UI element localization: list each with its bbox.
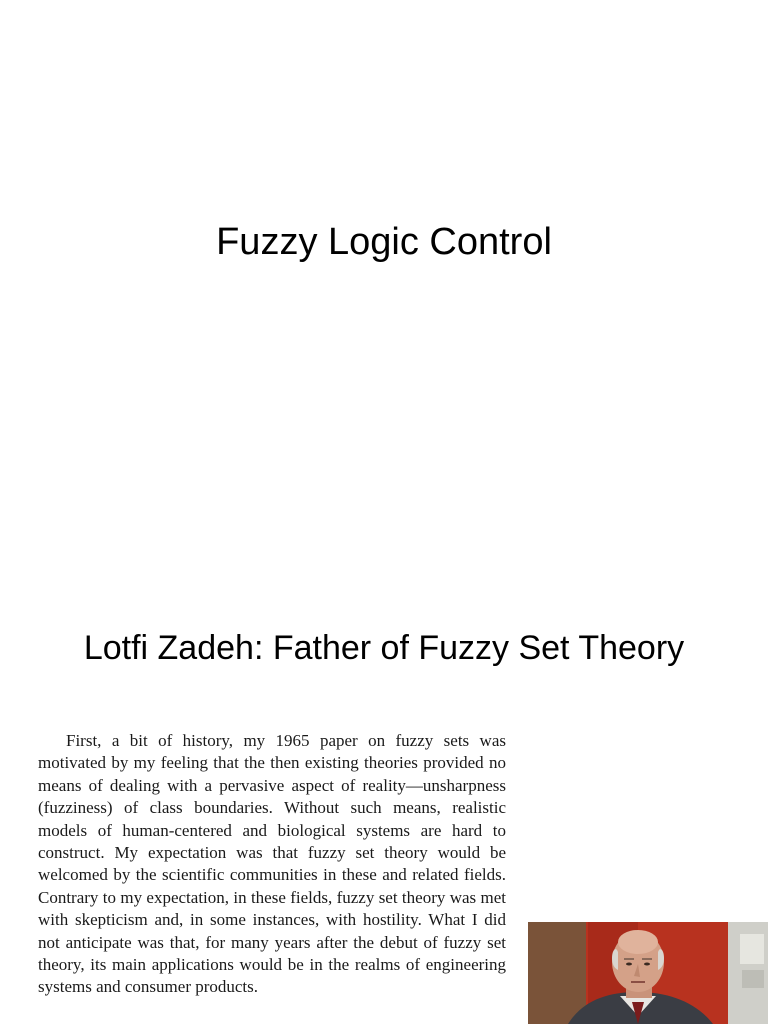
- portrait-image: [528, 922, 768, 1024]
- zadeh-quote: First, a bit of history, my 1965 paper on fuzzy sets was motivated by my feeling that the then existing theories provided no means of dealing with a pervasive aspect of reality—unsharpness (fuzziness) of class boundaries. Without such means, realistic models of human-centered and biological systems are hard to construct. My expectation was that fuzzy set theory would be welcomed by the scientific communities in these and related fields. Contrary to my expectation, in these fields, fuzzy set theory was met with skepticism and, in some instances, with hostility. What I did not anticipate was that, for many years after the debut of fuzzy set theory, its main applications would be in the realms of engineering systems and consumer products.: [38, 731, 506, 997]
- slide-title: Fuzzy Logic Control: [216, 221, 552, 263]
- zadeh-photo: [528, 922, 768, 1024]
- slide-title: Lotfi Zadeh: Father of Fuzzy Set Theory: [83, 629, 685, 667]
- slide-2: [0, 576, 768, 1024]
